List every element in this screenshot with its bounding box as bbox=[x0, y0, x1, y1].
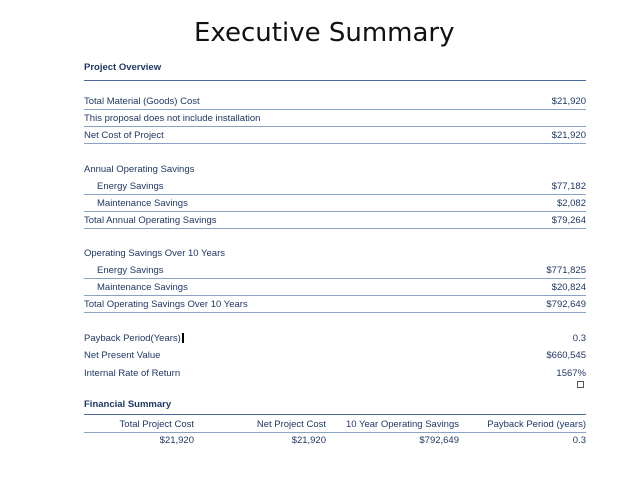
text-cursor bbox=[182, 333, 184, 343]
npv-label: Net Present Value bbox=[84, 349, 161, 361]
section-divider bbox=[84, 80, 586, 81]
financial-summary-heading: Financial Summary bbox=[84, 399, 172, 410]
ten-year-total-label: Total Operating Savings Over 10 Years bbox=[84, 298, 248, 310]
ten-year-maintenance-row bbox=[84, 280, 586, 294]
fin-value-payback: 0.3 bbox=[572, 434, 586, 446]
payback-row bbox=[84, 331, 586, 345]
fin-header-total-cost: Total Project Cost bbox=[119, 418, 194, 430]
annual-savings-heading: Annual Operating Savings bbox=[84, 163, 195, 175]
annual-maintenance-value: $2,082 bbox=[556, 197, 586, 209]
annual-total-value: $79,264 bbox=[551, 214, 586, 226]
net-cost-value: $21,920 bbox=[551, 129, 586, 141]
total-material-value: $21,920 bbox=[551, 95, 586, 107]
ten-year-heading: Operating Savings Over 10 Years bbox=[84, 247, 226, 259]
annual-total-label: Total Annual Operating Savings bbox=[84, 214, 217, 226]
fin-header-ten-year-savings: 10 Year Operating Savings bbox=[345, 418, 459, 430]
payback-label: Payback Period(Years) bbox=[84, 332, 181, 344]
row-divider bbox=[84, 109, 586, 110]
financial-header-row bbox=[84, 417, 586, 431]
row-divider bbox=[84, 278, 586, 279]
installation-note-row bbox=[84, 111, 586, 125]
ten-year-total-value: $792,649 bbox=[546, 298, 586, 310]
npv-value: $660,545 bbox=[546, 349, 586, 361]
fin-header-net-cost: Net Project Cost bbox=[256, 418, 326, 430]
fin-value-net-cost: $21,920 bbox=[291, 434, 326, 446]
annual-maintenance-row bbox=[84, 196, 586, 210]
ten-year-energy-value: $771,825 bbox=[546, 264, 586, 276]
ten-year-maintenance-value: $20,824 bbox=[551, 281, 586, 293]
slide-title: Executive Summary bbox=[194, 18, 455, 48]
total-material-label: Total Material (Goods) Cost bbox=[84, 95, 200, 107]
net-cost-label: Net Cost of Project bbox=[84, 129, 164, 141]
row-divider bbox=[84, 211, 586, 212]
ten-year-total-row bbox=[84, 297, 586, 311]
net-cost-row bbox=[84, 128, 586, 142]
annual-maintenance-label: Maintenance Savings bbox=[97, 197, 188, 209]
fin-value-total-cost: $21,920 bbox=[159, 434, 194, 446]
row-divider bbox=[84, 143, 586, 144]
annual-savings-heading-row bbox=[84, 162, 586, 176]
section-divider bbox=[84, 414, 586, 415]
npv-row bbox=[84, 348, 586, 362]
row-divider bbox=[84, 295, 586, 296]
ten-year-energy-label: Energy Savings bbox=[97, 264, 164, 276]
annual-energy-label: Energy Savings bbox=[97, 180, 164, 192]
fin-value-ten-year-savings: $792,649 bbox=[419, 434, 459, 446]
row-divider bbox=[84, 312, 586, 313]
annual-energy-value: $77,182 bbox=[551, 180, 586, 192]
annual-total-row bbox=[84, 213, 586, 227]
ten-year-heading-row bbox=[84, 246, 586, 260]
payback-value: 0.3 bbox=[572, 332, 586, 344]
financial-value-row bbox=[84, 433, 586, 447]
row-divider bbox=[84, 126, 586, 127]
resize-handle[interactable] bbox=[577, 381, 584, 388]
project-overview-heading: Project Overview bbox=[84, 62, 162, 73]
installation-note: This proposal does not include installation bbox=[84, 112, 261, 124]
annual-energy-row bbox=[84, 179, 586, 193]
irr-label: Internal Rate of Return bbox=[84, 367, 181, 379]
irr-value: 1567% bbox=[556, 367, 586, 379]
row-divider bbox=[84, 228, 586, 229]
fin-header-payback: Payback Period (years) bbox=[487, 418, 586, 430]
ten-year-energy-row bbox=[84, 263, 586, 277]
irr-row bbox=[84, 366, 586, 380]
ten-year-maintenance-label: Maintenance Savings bbox=[97, 281, 188, 293]
total-material-row bbox=[84, 94, 586, 108]
row-divider bbox=[84, 194, 586, 195]
